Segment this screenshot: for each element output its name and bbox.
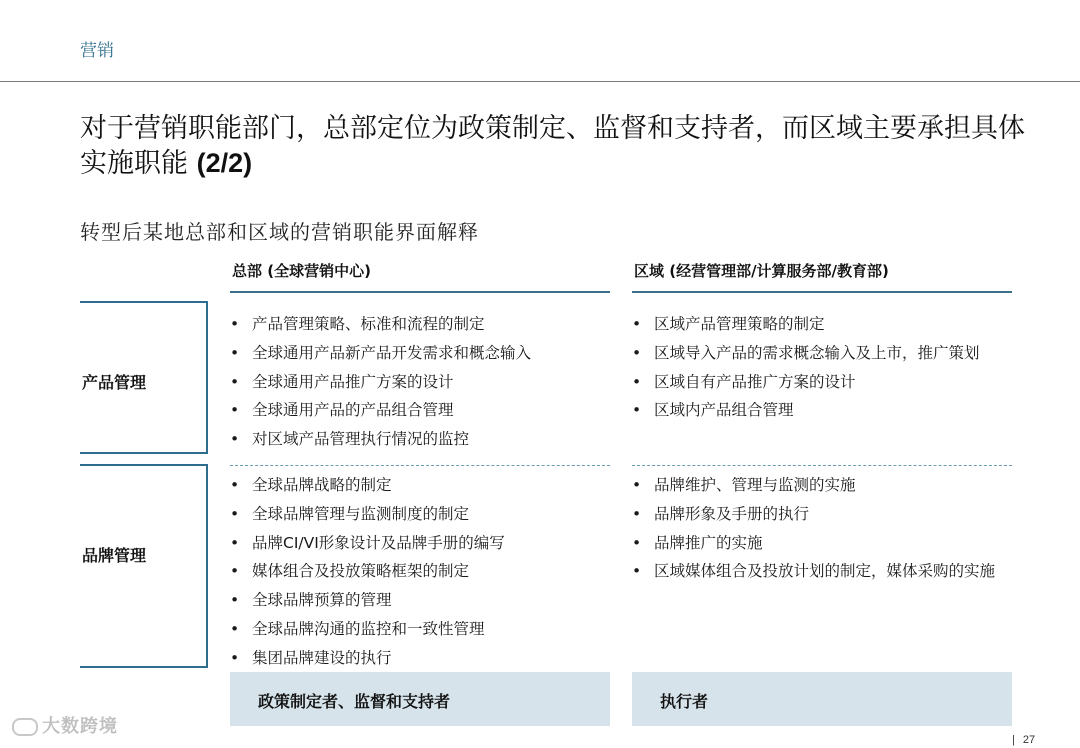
role-label-region: 执行者 [660,692,709,711]
title-suffix: (2/2) [196,148,253,178]
row-label-product: 产品管理 [82,373,147,392]
title-main: 对于营销职能部门，总部定位为政策制定、监督和支持者，而区域主要承担具体实施职能 [80,113,1025,179]
section-label: 营销 [80,41,114,61]
watermark-logo [12,712,118,738]
role-box-hq [230,672,610,726]
list-item: • 产品管理策略、标准和流程的制定 [230,313,610,335]
list-item: • 区域内产品组合管理 [632,399,1002,421]
list-item: • 全球品牌预算的管理 [230,589,610,611]
column-header-region: 区域 (经营管理部/计算服务部/教育部) [634,262,889,280]
list-item: • 区域导入产品的需求概念输入及上市，推广策划 [632,342,1002,364]
list-item: • 集团品牌建设的执行 [230,647,610,669]
list-item: • 全球通用产品新产品开发需求和概念输入 [230,342,610,364]
list-item: • 区域产品管理策略的制定 [632,313,1002,335]
subtitle: 转型后某地总部和区域的营销职能界面解释 [80,220,479,244]
list-item: • 区域媒体组合及投放计划的制定，媒体采购的实施 [632,560,1002,582]
role-label-hq: 政策制定者、监督和支持者 [258,692,451,711]
page-number-divider: | [1012,734,1015,746]
row-label-brand: 品牌管理 [82,546,147,565]
watermark-icon [12,718,38,736]
page-number [1012,734,1035,746]
column-rule-hq [230,291,610,293]
list-item: • 品牌推广的实施 [632,532,1002,554]
page-number-value: 27 [1022,734,1036,746]
list-item: • 品牌维护、管理与监测的实施 [632,474,1002,496]
product-region-list [632,313,1002,428]
list-item: • 品牌CI/VI形象设计及品牌手册的编写 [230,532,610,554]
list-item: • 全球通用产品推广方案的设计 [230,371,610,393]
row-separator-hq [230,465,610,466]
role-box-region [632,672,1012,726]
watermark-text: 大数跨境 [42,716,118,737]
list-item: • 全球品牌战略的制定 [230,474,610,496]
row-separator-region [632,465,1012,466]
list-item: • 全球品牌沟通的监控和一致性管理 [230,618,610,640]
list-item: • 媒体组合及投放策略框架的制定 [230,560,610,582]
brand-region-list [632,474,1002,589]
list-item: • 全球品牌管理与监测制度的制定 [230,503,610,525]
list-item: • 对区域产品管理执行情况的监控 [230,428,610,450]
product-hq-list [230,313,610,457]
list-item: • 全球通用产品的产品组合管理 [230,399,610,421]
header-divider [0,81,1080,82]
column-rule-region [632,291,1012,293]
list-item: • 区域自有产品推广方案的设计 [632,371,1002,393]
list-item: • 品牌形象及手册的执行 [632,503,1002,525]
brand-hq-list [230,474,610,676]
column-header-hq: 总部 (全球营销中心) [232,262,371,280]
page-title [80,112,1040,181]
